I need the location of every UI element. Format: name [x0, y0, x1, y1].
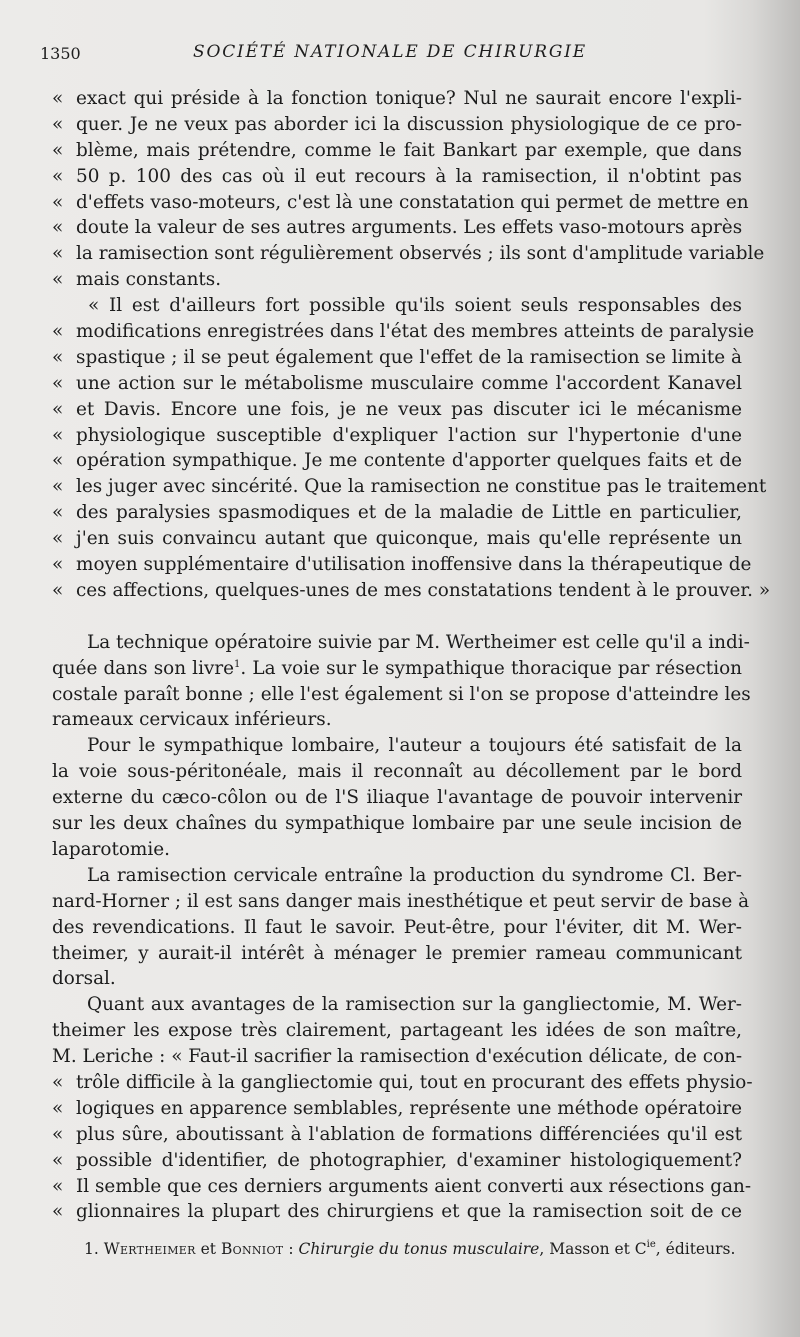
quote-mark: «	[52, 372, 64, 394]
quoted-line: « moyen supplémentaire d'utilisation inoffensive dans la thérapeutique de	[52, 552, 742, 578]
quote-mark: «	[52, 554, 64, 576]
quoted-line: « j'en suis convaincu autant que quiconque, mais qu'elle représente un	[52, 526, 742, 552]
quoted-line: « logiques en apparence semblables, représente une méthode opératoire	[52, 1096, 742, 1122]
footnote-connector: et	[200, 1240, 217, 1258]
paragraph-lombaire	[52, 733, 742, 862]
quoted-line: « exact qui préside à la fonction tonique? Nul ne saurait encore l'expli-	[52, 86, 742, 112]
quoted-line: « des paralysies spasmodiques et de la maladie de Little en particulier,	[52, 500, 742, 526]
footnote-suffix: , éditeurs.	[655, 1240, 736, 1258]
quote-mark: «	[52, 528, 64, 550]
paragraph-cervicale	[52, 863, 750, 992]
quoted-line: « spastique ; il se peut également que l'effet de la ramisection se limite à	[52, 345, 742, 371]
quote-mark: «	[52, 1071, 64, 1093]
quoted-line: « d'effets vaso-moteurs, c'est là une constatation qui permet de mettre en	[52, 190, 742, 216]
quote-mark: «	[52, 1175, 64, 1197]
quote-mark: «	[52, 424, 64, 446]
quoted-line: « et Davis. Encore une fois, je ne veux pas discuter ici le mécanisme	[52, 397, 742, 423]
text-line: La ramisection cervicale entraîne la production du syndrome Cl. Ber-	[87, 864, 742, 886]
quoted-line: « modifications enregistrées dans l'état des membres atteints de paralysie	[52, 319, 742, 345]
quoted-line: « trôle difficile à la gangliectomie qui, tout en procurant des effets physio-	[52, 1070, 742, 1096]
quoted-line: « possible d'identifier, de photographier, d'examiner histologiquement?	[52, 1148, 742, 1174]
text-line: dorsal.	[52, 968, 116, 990]
quote-mark: «	[52, 579, 64, 601]
quoted-line: « quer. Je ne veux pas aborder ici la discussion physiologique de ce pro-	[52, 112, 742, 138]
quoted-line: « 50 p. 100 des cas où il eut recours à la ramisection, il n'obtint pas	[52, 164, 742, 190]
text-line: costale paraît bonne ; elle l'est également si l'on se propose d'atteindre les	[52, 683, 751, 705]
quoted-line: « doute la valeur de ses autres arguments. Les effets vaso-motours après	[52, 215, 742, 241]
quoted-line: « une action sur le métabolisme musculaire comme l'accordent Kanavel	[52, 371, 742, 397]
footnote-separator: :	[283, 1240, 299, 1258]
quote-block-2	[52, 293, 771, 604]
quote-mark: «	[52, 1201, 64, 1223]
quoted-line: « la ramisection sont régulièrement observés ; ils sont d'amplitude variable	[52, 241, 742, 267]
footnote-number: 1.	[84, 1240, 99, 1258]
quoted-line: « mais constants.	[52, 267, 742, 293]
text-line: rameaux cervicaux inférieurs.	[52, 709, 332, 731]
quoted-line: « glionnaires la plupart des chirurgiens et que la ramisection soit de ce	[52, 1199, 742, 1225]
quoted-line: « physiologique susceptible d'expliquer l'action sur l'hypertonie d'une	[52, 423, 742, 449]
text-line: theimer, y aurait-il intérêt à ménager le premier rameau communicant	[52, 942, 742, 964]
text-line: Quant aux avantages de la ramisection sur la gangliectomie, M. Wer-	[87, 994, 742, 1016]
footnote-author-1: Wertheimer	[103, 1240, 196, 1258]
quote-mark: «	[52, 1149, 64, 1171]
footnote	[84, 1240, 744, 1258]
quote-mark: «	[52, 88, 64, 109]
paragraph-technique	[52, 630, 751, 734]
text-line: externe du cæco-côlon ou de l'S iliaque l'avantage de pouvoir intervenir	[52, 787, 742, 809]
quote-mark: «	[52, 243, 64, 265]
text-line: Pour le sympathique lombaire, l'auteur a toujours été satisfait de la	[87, 735, 742, 757]
quote-mark: «	[52, 113, 64, 135]
text-line: nard-Horner ; il est sans danger mais inesthétique et peut servir de base à	[52, 890, 750, 912]
footnote-ref[interactable]: 1	[234, 658, 241, 670]
quote-mark: «	[52, 1123, 64, 1145]
quote-mark: «	[52, 398, 64, 420]
page-header	[40, 40, 740, 68]
quote-block-1	[52, 86, 765, 293]
text-line: theimer les expose très clairement, partageant les idées de son maître,	[52, 1020, 742, 1042]
text-line: sur les deux chaînes du sympathique lombaire par une seule incision de	[52, 813, 742, 835]
running-title: SOCIÉTÉ NATIONALE DE CHIRURGIE	[193, 42, 587, 62]
footnote-author-2: Bonniot	[220, 1240, 284, 1258]
quote-mark: «	[52, 139, 64, 161]
quote-mark: «	[52, 346, 64, 368]
text-line: laparotomie.	[52, 838, 170, 860]
quoted-line: « Il est d'ailleurs fort possible qu'ils soient seuls responsables des	[88, 295, 742, 317]
quote-mark: «	[52, 165, 64, 187]
text-line: quée dans son livre$^1$. La voie sur le sympathique thoracique par résection	[52, 657, 742, 679]
quote-mark: «	[52, 321, 64, 343]
text-line: la voie sous-péritonéale, mais il reconnaît au décollement par le bord	[52, 761, 742, 783]
quote-mark: «	[52, 450, 64, 472]
text-line: des revendications. Il faut le savoir. Peut-être, pour l'éviter, dit M. Wer-	[52, 916, 742, 938]
quoted-line: « plus sûre, aboutissant à l'ablation de formations différenciées qu'il est	[52, 1122, 742, 1148]
text-line: M. Leriche : « Faut-il sacrifier la ramisection d'exécution délicate, de con-	[52, 1046, 743, 1068]
footnote-publisher: , Masson et C	[539, 1240, 647, 1258]
quoted-line: « les juger avec sincérité. Que la ramisection ne constitue pas le traitement	[52, 474, 742, 500]
footnote-title: Chirurgie du tonus musculaire	[298, 1240, 540, 1258]
body-text	[52, 86, 771, 1225]
quoted-line: « ces affections, quelques-unes de mes constatations tendent à le prouver. »	[52, 578, 742, 604]
text-line: La technique opératoire suivie par M. Wertheimer est celle qu'il a indi-	[87, 631, 750, 653]
quoted-line: « opération sympathique. Je me contente d'apporter quelques faits et de	[52, 448, 742, 474]
quoted-line: « blème, mais prétendre, comme le fait Bankart par exemple, que dans	[52, 138, 742, 164]
page-number: 1350	[40, 44, 81, 63]
quote-mark: «	[52, 502, 64, 524]
paragraph-avantages	[52, 992, 753, 1225]
quote-mark: «	[52, 217, 64, 239]
quote-mark: «	[52, 476, 64, 498]
quote-mark: «	[52, 1097, 64, 1119]
quote-mark: «	[52, 269, 64, 291]
quote-mark: «	[52, 191, 64, 213]
footnote-publisher-sup: ie	[646, 1239, 656, 1250]
quoted-line: « Il semble que ces derniers arguments aient converti aux résections gan-	[52, 1174, 742, 1200]
